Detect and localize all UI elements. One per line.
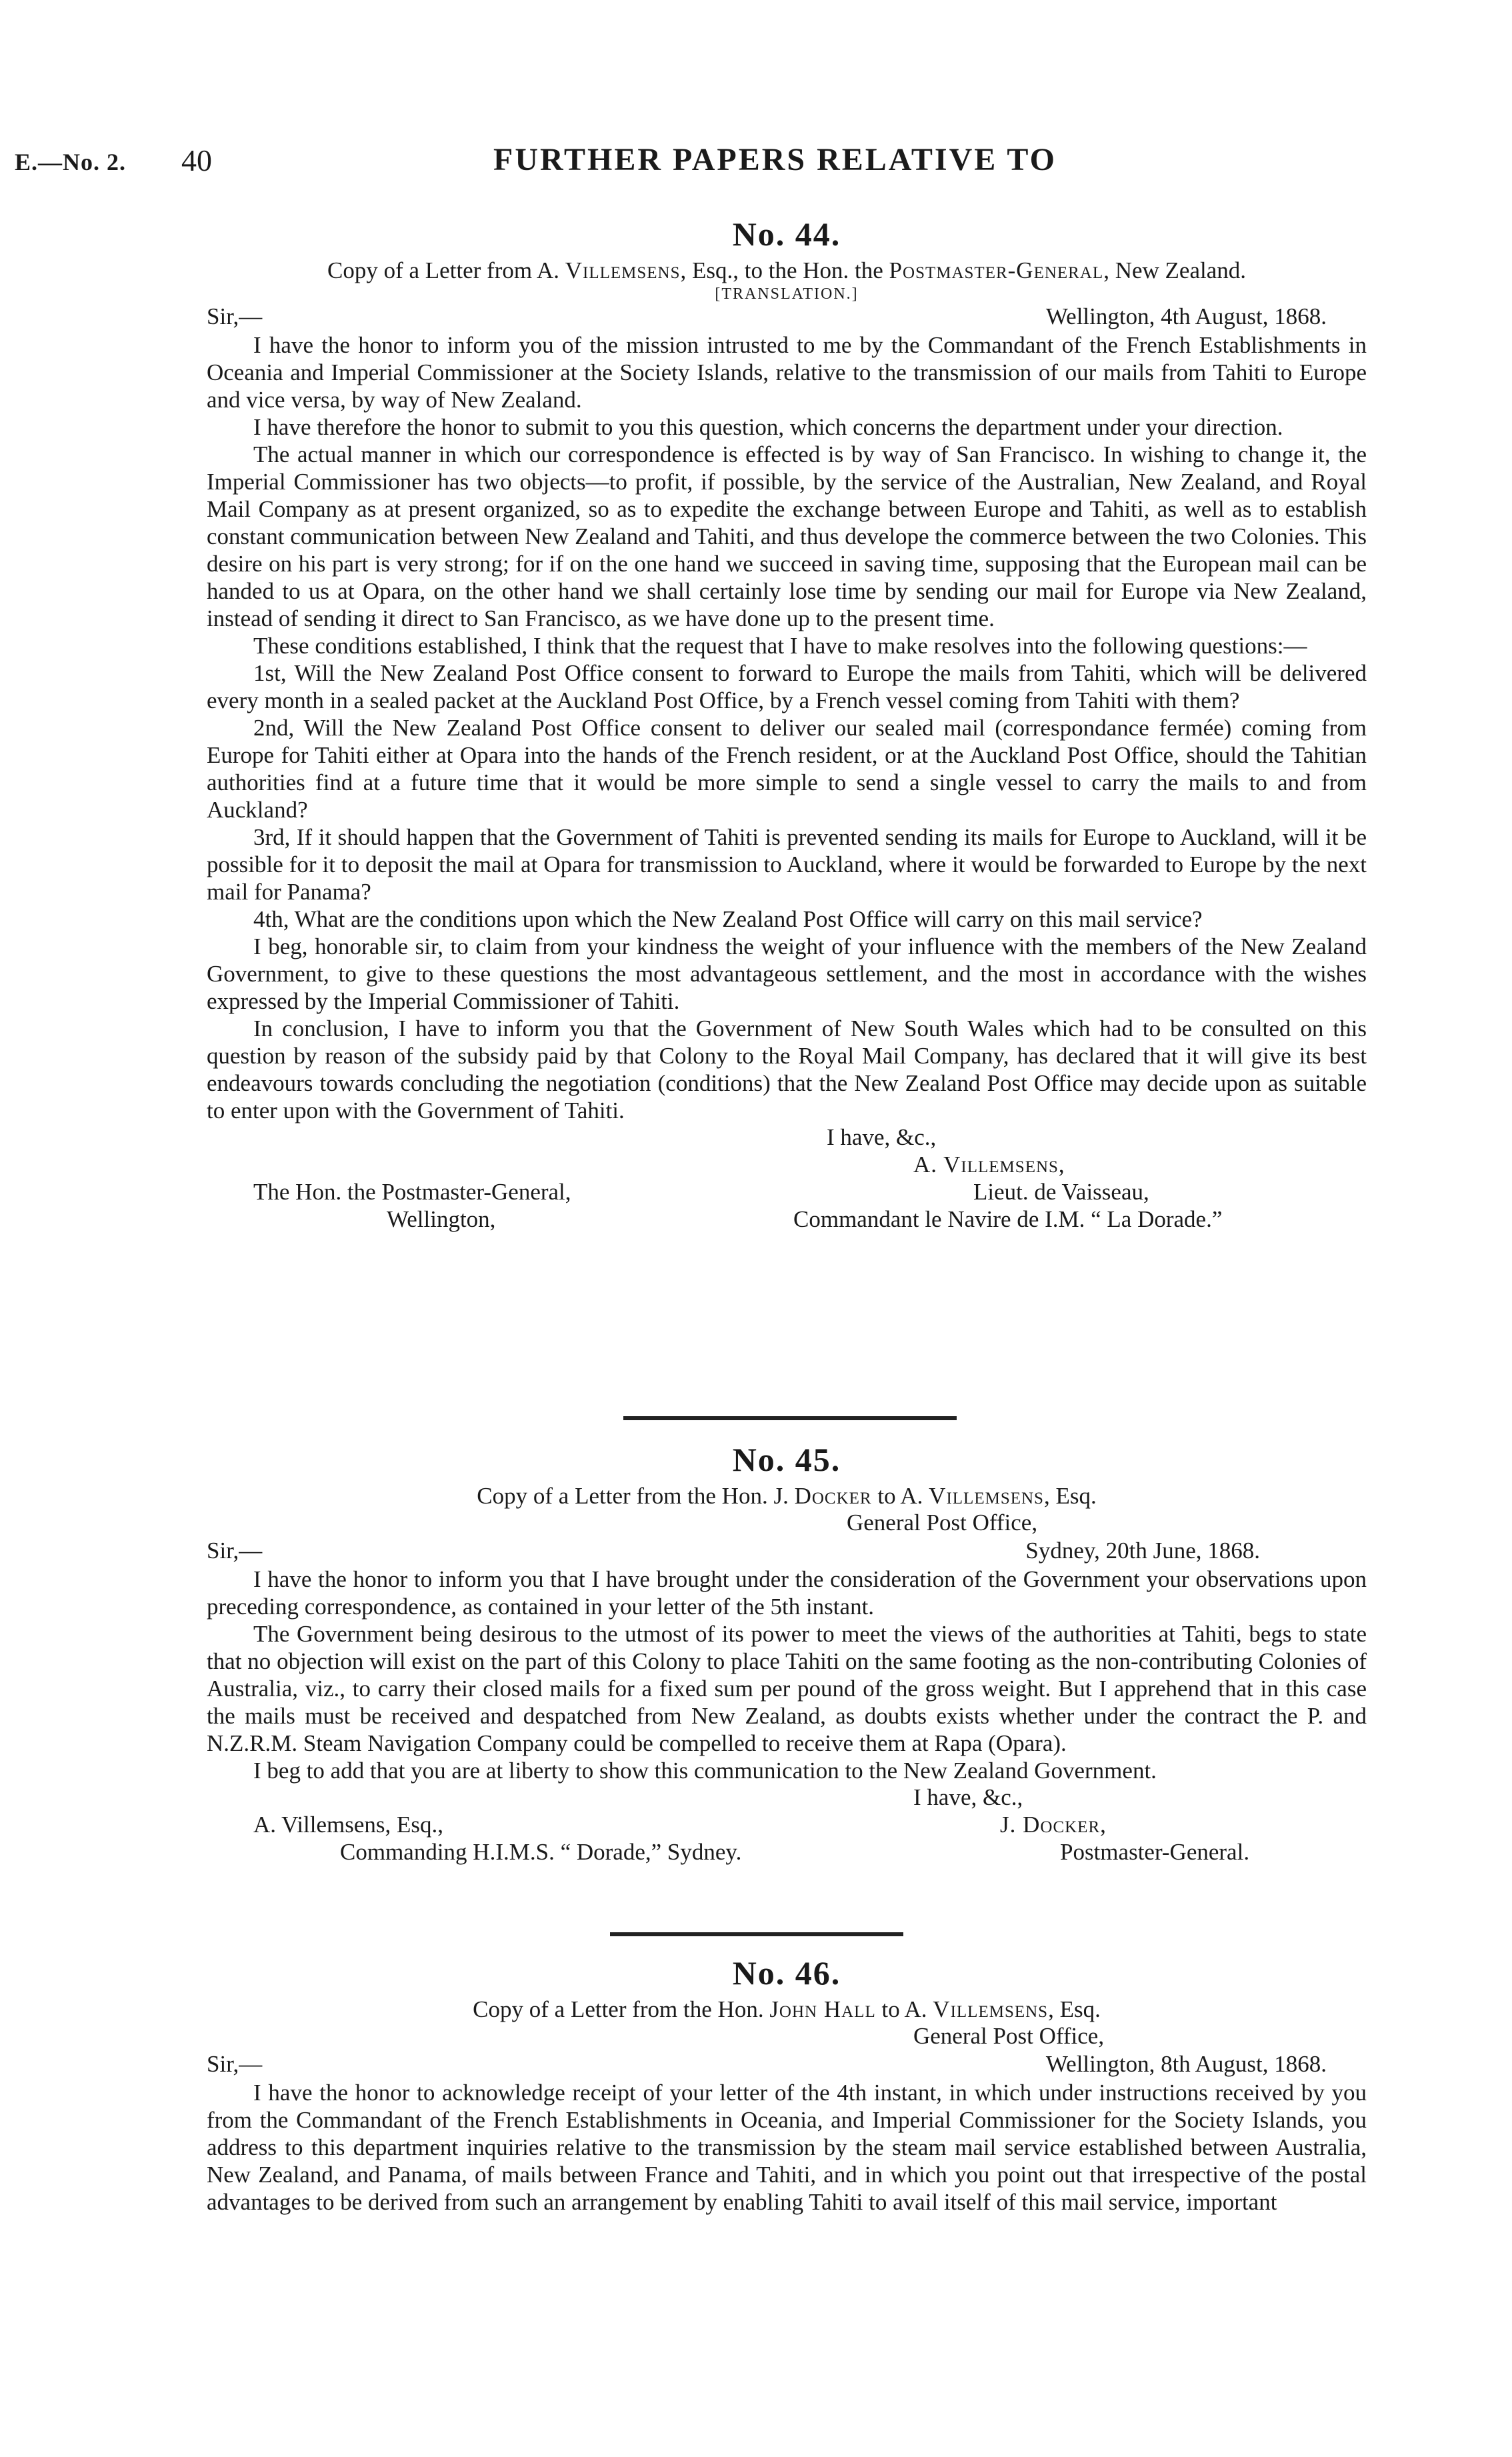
paragraph: I have the honor to inform you of the mission intrusted to me by the Commandant of the French Establishments in Oceania and Imperial Commissioner at the Society Islands, relative to the transmission of our mails from Tahiti to Europe and vice versa, by way of New Zealand. (207, 332, 1367, 413)
paragraph: I have the honor to acknowledge receipt of your letter of the 4th instant, in which under instructions received by you from the Commandant of the French Establishments in Oceania, and Imperial Commissioner for the Society Islands, you address to this department inquiries relative to the transmission by the steam mail service established between Australia, New Zealand, and Panama, of mails between France and Tahiti, and in which you point out that irrespective of the postal advantages to be derived from such an arrangement by enabling Tahiti to avail itself of this mail service, important (207, 2080, 1367, 2215)
addressee-line: A. Villemsens, Esq., (253, 1812, 444, 1838)
paragraph: I have the honor to inform you that I have brought under the consideration of the Government your observations upon preceding correspondence, as contained in your letter of the 5th instant. (207, 1566, 1367, 1620)
closing-row (207, 1124, 1367, 1151)
paragraph: I beg, honorable sir, to claim from your kindness the weight of your influence with the members of the New Zealand Government, to give to these questions the most advantageous settlement, and the most in accordance with the wishes expressed by the Imperial Commissioner of Tahiti. (207, 933, 1367, 1014)
paragraph: In conclusion, I have to inform you that the Government of New South Wales which had to be consulted on this question by reason of the subsidy paid by that Colony to the Royal Mail Company, has declared that it will give its best endeavours towards concluding the negotiation (conditions) that the New Zealand Post Office may decide upon as suitable to enter upon with the Government of Tahiti. (207, 1015, 1367, 1123)
signature: J. Docker, (1000, 1812, 1107, 1838)
paragraph: 4th, What are the conditions upon which the New Zealand Post Office will carry on this mail service? (253, 906, 1203, 932)
closing-row (207, 1784, 1367, 1812)
rank-row (207, 1179, 1367, 1206)
salutation-date-line (207, 2051, 1367, 2079)
office-line (207, 2023, 1367, 2051)
paragraph: I beg to add that you are at liberty to show this communication to the New Zealand Government. (253, 1758, 1157, 1784)
closing: I have, &c., (827, 1124, 937, 1150)
signature-row (207, 1812, 1367, 1839)
document-reference: E.—No. 2. (15, 149, 127, 175)
signature: A. Villemsens, (913, 1151, 1065, 1177)
translation-note: [TRANSLATION.] (715, 285, 859, 303)
paragraph: I have therefore the honor to submit to you this question, which concerns the department under your direction. (253, 414, 1283, 440)
section-divider (623, 1416, 957, 1420)
letter-body (207, 331, 1367, 1124)
title-row (207, 1839, 1367, 1866)
salutation-date-line (207, 1538, 1367, 1566)
closing: I have, &c., (913, 1784, 1023, 1810)
page-number: 40 (181, 143, 212, 177)
salutation: Sir,— (207, 2051, 263, 2077)
signatory-command: Commandant le Navire de I.M. “ La Dorade.” (793, 1206, 1223, 1232)
signatory-title: Postmaster-General. (1060, 1839, 1250, 1865)
salutation-date-line (207, 303, 1367, 331)
letter-number: No. 46. (732, 1954, 841, 1992)
letter-number: No. 44. (732, 215, 841, 253)
letter-caption: Copy of a Letter from the Hon. J. Docker to A. Villemsens, Esq. (477, 1483, 1097, 1509)
running-title: FURTHER PAPERS RELATIVE TO (493, 142, 1057, 177)
signature-row (207, 1151, 1367, 1179)
letter-45 (207, 1440, 1367, 1866)
page-header (0, 140, 1512, 187)
letter-46 (207, 1954, 1367, 2216)
office-line (207, 1510, 1367, 1538)
letter-body (207, 2079, 1367, 2216)
addressee-line: Wellington, (387, 1206, 496, 1232)
salutation: Sir,— (207, 1538, 263, 1564)
letter-caption: Copy of a Letter from A. Villemsens, Esq., to the Hon. the Postmaster-General, New Zealand. (327, 257, 1246, 283)
letter-date: Sydney, 20th June, 1868. (1025, 1538, 1260, 1564)
sender-office: General Post Office, (913, 2023, 1105, 2049)
letter-44 (207, 215, 1367, 1234)
letter-caption: Copy of a Letter from the Hon. John Hall to A. Villemsens, Esq. (473, 1996, 1101, 2022)
addressee-line: The Hon. the Postmaster-General, (253, 1179, 571, 1205)
section-divider (610, 1932, 903, 1936)
signatory-rank: Lieut. de Vaisseau, (973, 1179, 1149, 1205)
paragraph: 3rd, If it should happen that the Government of Tahiti is prevented sending its mails for Europe to Auckland, will it be possible for it to deposit the mail at Opara for transmission to Auckland, where it would be forwarded to Europe by the next mail for Panama? (207, 824, 1367, 905)
letter-body (207, 1566, 1367, 1784)
letter-date: Wellington, 8th August, 1868. (1045, 2051, 1327, 2077)
sender-office: General Post Office, (847, 1510, 1038, 1536)
paragraph: 1st, Will the New Zealand Post Office consent to forward to Europe the mails from Tahiti, which will be delivered every month in a sealed packet at the Auckland Post Office, by a French vessel coming from Tahiti with them? (207, 660, 1367, 713)
letter-number: No. 45. (732, 1441, 841, 1478)
addressee-line: Commanding H.I.M.S. “ Dorade,” Sydney. (340, 1839, 742, 1865)
paragraph: The Government being desirous to the utmost of its power to meet the views of the authorities at Tahiti, begs to state that no objection will exist on the part of this Colony to place Tahiti on the same footing as the non-contributing Colonies of Australia, viz., to carry their closed mails for a fixed sum per pound of the gross weight. But I apprehend that in this case the mails must be received and despatched from New Zealand, as doubts exists whether under the contract the P. and N.Z.R.M. Steam Navigation Company could be compelled to receive them at Rapa (Opara). (207, 1621, 1367, 1756)
paragraph: The actual manner in which our correspondence is effected is by way of San Francisco. In wishing to change it, the Imperial Commissioner has two objects—to profit, if possible, by the service of the Australian, New Zealand, and Royal Mail Company as at present organized, so as to expedite the exchange between Europe and Tahiti, as well as to establish constant communication between New Zealand and Tahiti, and thus develope the commerce between the two Colonies. This desire on his part is very strong; for if on the one hand we succeed in saving time, supposing that the European mail can be handed to us at Opara, on the other hand we shall certainly lose time by sending our mail for Europe via New Zealand, instead of sending it direct to San Francisco, as we have done up to the present time. (207, 441, 1367, 631)
paragraph: 2nd, Will the New Zealand Post Office consent to deliver our sealed mail (correspondance fermée) coming from Europe for Tahiti either at Opara into the hands of the French resident, or at the Auckland Post Office, should the Tahitian authorities find at a future time that it would be more simple to send a single vessel to carry the mails to and from Auckland? (207, 715, 1367, 823)
salutation: Sir,— (207, 303, 263, 329)
letter-date: Wellington, 4th August, 1868. (1045, 303, 1327, 329)
command-row (207, 1206, 1367, 1234)
paragraph: These conditions established, I think that the request that I have to make resolves into the following questions:— (253, 633, 1307, 659)
